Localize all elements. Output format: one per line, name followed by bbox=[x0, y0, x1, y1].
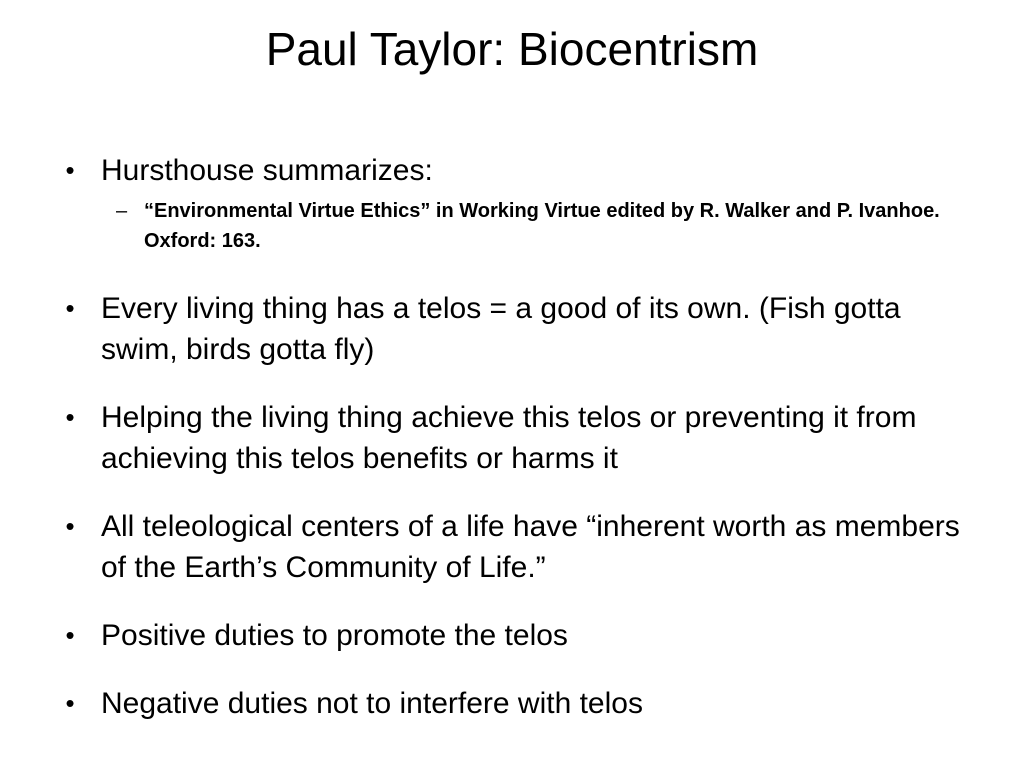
bullet-item bbox=[60, 397, 970, 479]
bullet-item bbox=[60, 288, 970, 370]
bullet-icon: • bbox=[65, 620, 75, 650]
bullet-item bbox=[60, 150, 970, 256]
dash-icon: – bbox=[116, 200, 128, 222]
bullet-item bbox=[60, 615, 970, 656]
bullet-icon: • bbox=[65, 402, 75, 432]
bullet-icon: • bbox=[65, 155, 75, 185]
slide-title: Paul Taylor: Biocentrism bbox=[265, 23, 759, 75]
bullet-text: Helping the living thing achieve this telos or preventing it from achieving this telos benefits or harms it bbox=[101, 401, 917, 475]
bullet-item bbox=[60, 506, 970, 588]
bullet-text: Positive duties to promote the telos bbox=[101, 619, 568, 652]
sub-bullet-list bbox=[101, 196, 970, 256]
sub-bullet-item bbox=[101, 196, 970, 256]
bullet-icon: • bbox=[65, 688, 75, 718]
bullet-text: All teleological centers of a life have “inherent worth as members of the Earth’s Community of Life.” bbox=[101, 510, 960, 584]
bullet-icon: • bbox=[65, 293, 75, 323]
bullet-list bbox=[60, 150, 970, 751]
bullet-text: Every living thing has a telos = a good of its own. (Fish gotta swim, birds gotta fly) bbox=[101, 292, 901, 366]
bullet-item bbox=[60, 683, 970, 724]
citation-text: “Environmental Virtue Ethics” in Working Virtue edited by R. Walker and P. Ivanhoe. Oxford: 163. bbox=[144, 200, 940, 252]
bullet-icon: • bbox=[65, 511, 75, 541]
bullet-text: Hursthouse summarizes: bbox=[101, 154, 433, 187]
bullet-text: Negative duties not to interfere with telos bbox=[101, 687, 643, 720]
